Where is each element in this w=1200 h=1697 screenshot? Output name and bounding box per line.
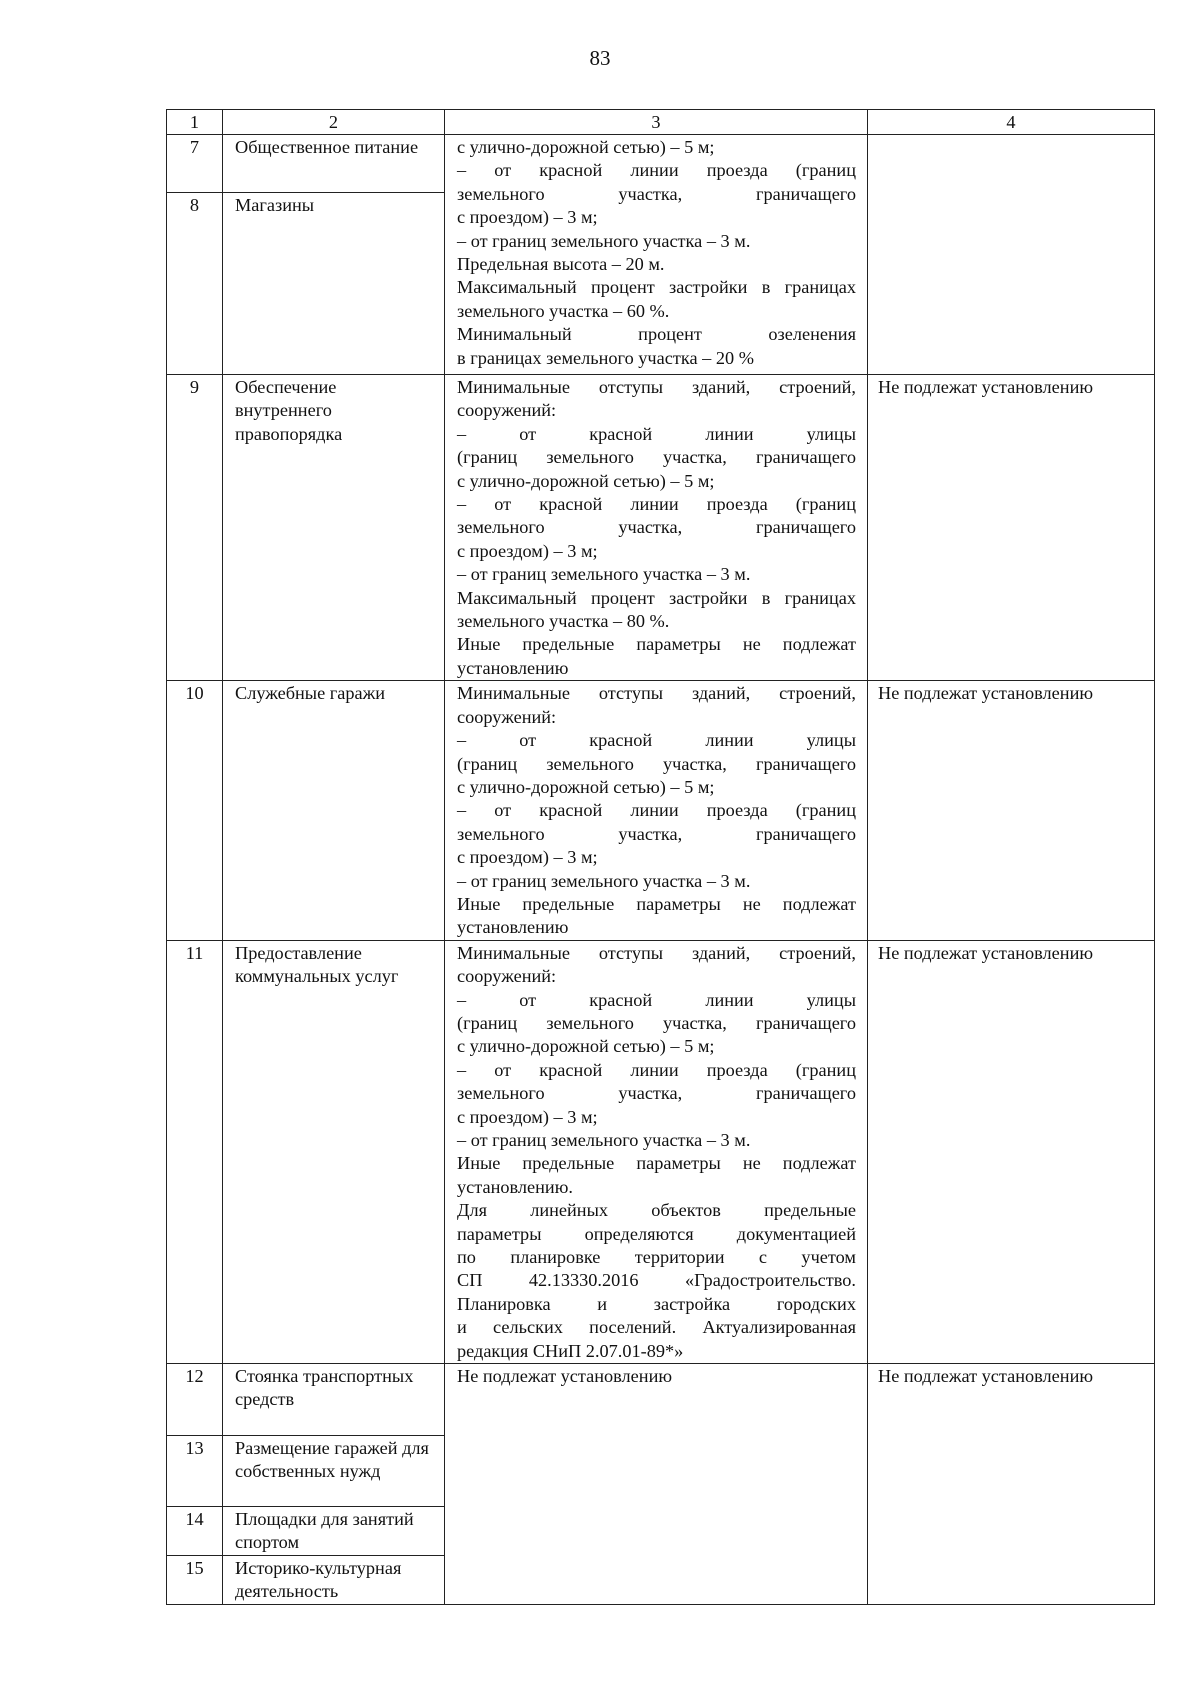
- parameters-cell: [445, 135, 868, 375]
- parameter-line: с проездом) – 3 м;: [457, 847, 598, 868]
- column-header: 4: [868, 110, 1155, 135]
- parameter-line: Иные предельные параметры не подлежат: [457, 634, 856, 655]
- parameter-line: сооружений:: [457, 966, 557, 987]
- parameter-line: установлению: [457, 917, 569, 938]
- table-row: [167, 1364, 1155, 1436]
- parameter-line: по планировке территории с учетом: [457, 1247, 856, 1268]
- table-row: [167, 135, 1155, 193]
- parameter-line: – от красной линии проезда (границ: [457, 494, 856, 515]
- parameter-line: СП 42.13330.2016 «Градостроительство.: [457, 1270, 856, 1291]
- parameter-line: – от красной линии проезда (границ: [457, 800, 856, 821]
- restrictions-cell: Не подлежат установлению: [868, 940, 1155, 1363]
- parameter-line: – от границ земельного участка – 3 м.: [457, 230, 751, 251]
- restrictions-cell: Не подлежат установлению: [868, 1364, 1155, 1605]
- regulations-table: [166, 109, 1155, 1605]
- row-number: 7: [167, 135, 223, 193]
- use-type-name: Служебные гаражи: [223, 681, 445, 940]
- parameters-cell: [445, 1364, 868, 1605]
- parameter-line: – от границ земельного участка – 3 м.: [457, 870, 751, 891]
- row-number: 14: [167, 1507, 223, 1556]
- parameter-line: (границ земельного участка, граничащего: [457, 753, 856, 774]
- parameter-line: (границ земельного участка, граничащего: [457, 447, 856, 468]
- parameter-line: – от границ земельного участка – 3 м.: [457, 564, 751, 585]
- parameter-line: – от красной линии улицы: [457, 423, 856, 444]
- use-type-name: Общественное питание: [223, 135, 445, 193]
- parameter-line: Для линейных объектов предельные: [457, 1200, 856, 1221]
- parameters-cell: [445, 375, 868, 681]
- row-number: 8: [167, 193, 223, 375]
- row-number: 15: [167, 1555, 223, 1604]
- table-row: [167, 681, 1155, 940]
- parameter-line: с проездом) – 3 м;: [457, 207, 598, 228]
- use-type-name: Стоянка транспортных средств: [223, 1364, 445, 1436]
- restrictions-cell: [868, 135, 1155, 375]
- use-type-name: Размещение гаражей для собственных нужд: [223, 1436, 445, 1507]
- column-header: 1: [167, 110, 223, 135]
- parameter-line: – от красной линии улицы: [457, 989, 856, 1010]
- parameter-line: с улично-дорожной сетью) – 5 м;: [457, 137, 715, 157]
- parameter-line: с проездом) – 3 м;: [457, 540, 598, 561]
- parameter-line: сооружений:: [457, 706, 557, 727]
- parameter-line: Не подлежат установлению: [457, 1366, 673, 1387]
- parameter-line: с улично-дорожной сетью) – 5 м;: [457, 470, 715, 491]
- use-type-name: Магазины: [223, 193, 445, 375]
- parameter-line: с проездом) – 3 м;: [457, 1106, 598, 1127]
- parameter-line: Планировка и застройка городских: [457, 1293, 856, 1314]
- parameter-line: сооружений:: [457, 400, 557, 421]
- page-number: 83: [589, 46, 611, 70]
- parameter-line: Минимальные отступы зданий, строений,: [457, 683, 856, 704]
- parameter-line: Минимальный процент озеленения: [457, 324, 856, 345]
- header-row: [167, 110, 1155, 135]
- parameter-line: – от красной линии проезда (границ: [457, 1059, 856, 1080]
- parameter-line: редакция СНиП 2.07.01-89*»: [457, 1340, 684, 1361]
- parameters-cell: [445, 681, 868, 940]
- parameter-line: (границ земельного участка, граничащего: [457, 1012, 856, 1033]
- row-number: 13: [167, 1436, 223, 1507]
- use-type-name: Историко-культурная деятельность: [223, 1555, 445, 1604]
- parameter-line: Иные предельные параметры не подлежат: [457, 893, 856, 914]
- parameter-line: с улично-дорожной сетью) – 5 м;: [457, 776, 715, 797]
- row-number: 11: [167, 940, 223, 1363]
- parameter-line: Минимальные отступы зданий, строений,: [457, 942, 856, 963]
- parameter-line: земельного участка, граничащего: [457, 517, 856, 538]
- parameter-line: земельного участка, граничащего: [457, 823, 856, 844]
- parameter-line: земельного участка – 80 %.: [457, 611, 670, 632]
- restrictions-cell: Не подлежат установлению: [868, 375, 1155, 681]
- parameter-line: Максимальный процент застройки в границах: [457, 587, 856, 608]
- table-row: [167, 940, 1155, 1363]
- use-type-name: Площадки для занятий спортом: [223, 1507, 445, 1556]
- parameters-cell: [445, 940, 868, 1363]
- parameter-line: установлению: [457, 657, 569, 678]
- parameter-line: в границах земельного участка – 20 %: [457, 347, 754, 368]
- use-type-name: Обеспечение внутреннего правопорядка: [223, 375, 445, 681]
- parameter-line: и сельских поселений. Актуализированная: [457, 1317, 856, 1338]
- parameter-line: Минимальные отступы зданий, строений,: [457, 377, 856, 397]
- parameter-line: установлению.: [457, 1176, 573, 1197]
- column-header: 3: [445, 110, 868, 135]
- parameter-line: земельного участка, граничащего: [457, 183, 856, 204]
- row-number: 9: [167, 375, 223, 681]
- parameter-line: – от границ земельного участка – 3 м.: [457, 1130, 751, 1150]
- parameter-line: Максимальный процент застройки в границах: [457, 277, 856, 298]
- use-type-name: Предоставление коммунальных услуг: [223, 940, 445, 1363]
- parameter-line: Предельная высота – 20 м.: [457, 254, 665, 275]
- restrictions-cell: Не подлежат установлению: [868, 681, 1155, 940]
- parameter-line: – от красной линии проезда (границ: [457, 160, 856, 181]
- table-row: [167, 375, 1155, 681]
- parameter-line: с улично-дорожной сетью) – 5 м;: [457, 1036, 715, 1057]
- parameter-line: земельного участка, граничащего: [457, 1083, 856, 1104]
- parameter-line: – от красной линии улицы: [457, 730, 856, 751]
- parameter-line: земельного участка – 60 %.: [457, 300, 670, 321]
- row-number: 10: [167, 681, 223, 940]
- row-number: 12: [167, 1364, 223, 1436]
- parameter-line: параметры определяются документацией: [457, 1223, 856, 1244]
- parameter-line: Иные предельные параметры не подлежат: [457, 1153, 856, 1174]
- column-header: 2: [223, 110, 445, 135]
